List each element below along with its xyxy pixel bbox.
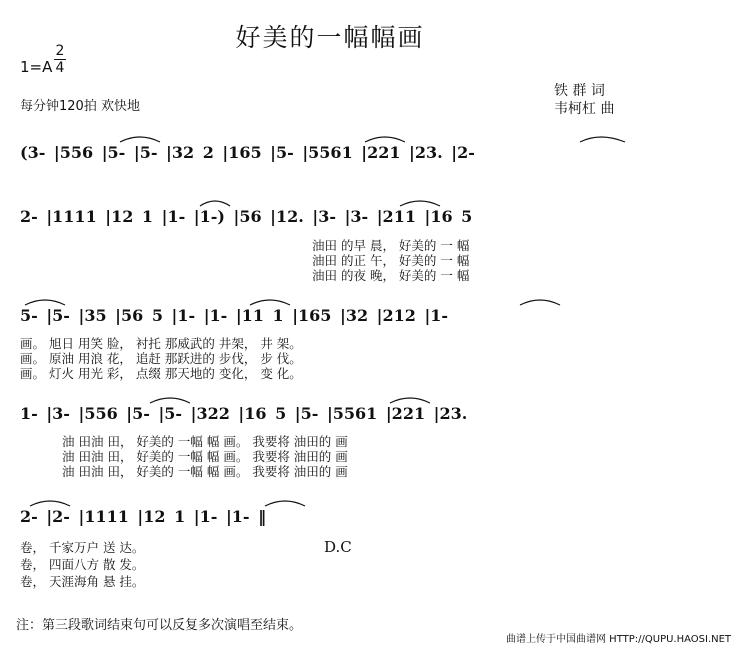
system-1-notation: (3- |556 |5- |5- |32 2 |165 |5- |5561 |221 |23. |2- (20, 143, 475, 162)
system-4-lyric-3: 油 田油 田， 好美的 一幅 幅 画。 我要将 油田的 画 (62, 464, 348, 479)
system-3-notation: 5- |5- |35 |56 5 |1- |1- |11 1 |165 |32 |212 |1- (20, 306, 449, 325)
composer-credit: 韦柯杠 曲 (554, 101, 615, 117)
system-4-lyric-1: 油 田油 田， 好美的 一幅 幅 画。 我要将 油田的 画 (62, 434, 348, 449)
system-3-lyric-3: 画。 灯火 用光 彩， 点缀 那天地的 变化， 变 化。 (20, 366, 302, 381)
system-4-notation: 1- |3- |556 |5- |5- |322 |16 5 |5- |5561 |221 |23. (20, 404, 468, 423)
tempo-marking: 每分钟120拍 欢快地 (20, 99, 140, 114)
system-2-lyric-2: 油田 的正 午， 好美的 一 幅 (312, 253, 470, 268)
da-capo-marking: D.C (324, 538, 352, 556)
lyricist-credit: 铁 群 词 (554, 83, 605, 99)
system-4-lyric-2: 油 田油 田， 好美的 一幅 幅 画。 我要将 油田的 画 (62, 449, 348, 464)
time-signature (54, 44, 66, 75)
system-3-lyric-1: 画。 旭日 用笑 脸， 衬托 那威武的 井架， 井 架。 (20, 336, 302, 351)
key-signature: 1=A (20, 58, 53, 76)
watermark: 曲谱上传于中国曲谱网 HTTP://QUPU.HAOSI.NET (506, 634, 731, 645)
system-5-lyric-2: 卷， 四面八方 散 发。 (20, 557, 145, 572)
time-signature-bottom: 4 (55, 60, 65, 76)
system-2-lyric-3: 油田 的夜 晚， 好美的 一 幅 (312, 268, 470, 283)
system-5-lyric-3: 卷， 天涯海角 悬 挂。 (20, 574, 145, 589)
system-2-notation: 2- |1111 |12 1 |1- |1-) |56 |12. |3- |3- |211 |16 5 (20, 207, 473, 226)
system-5-lyric-1: 卷， 千家万户 送 达。 (20, 540, 145, 555)
footnote: 注：第三段歌词结束句可以反复多次演唱至结束。 (16, 618, 303, 633)
system-2-lyric-1: 油田 的早 晨， 好美的 一 幅 (312, 238, 470, 253)
page-title: 好美的一幅幅画 (235, 23, 425, 52)
time-signature-top: 2 (55, 43, 65, 59)
system-3-lyric-2: 画。 原油 用浪 花， 追赶 那跃进的 步伐， 步 伐。 (20, 351, 302, 366)
system-5-notation: 2- |2- |1111 |12 1 |1- |1- ‖ (20, 507, 267, 526)
